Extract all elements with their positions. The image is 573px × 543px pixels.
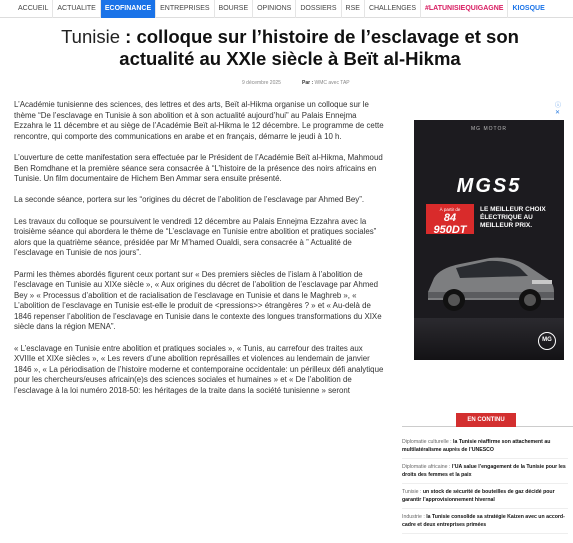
ad-price-box bbox=[426, 204, 474, 234]
news-category: Diplomatie culturelle : bbox=[402, 439, 454, 445]
headline-separator: : bbox=[120, 26, 137, 47]
nav-item-ecofinance[interactable]: ECOFINANCE bbox=[101, 0, 156, 18]
headline-kicker: Tunisie bbox=[61, 26, 121, 47]
article-paragraph-2: L’ouverture de cette manifestation sera effectuée par le Président de l’Académie Beït al-Hikma, Mahmoud Ben Romdhane et la première séance sera consacrée à “L’histoire de la présence des noirs africains en Tunisie. Un film documentaire de Hichem Ben Ammar sera ensuite présenté. bbox=[14, 152, 383, 184]
article-date: 9 décembre 2025 bbox=[242, 80, 281, 86]
news-category: Diplomatie africaine : bbox=[402, 464, 452, 470]
article-byline bbox=[302, 80, 350, 86]
ad-brand-small: MG MOTOR bbox=[471, 126, 507, 132]
article-paragraph-5: Parmi les thèmes abordés figurent ceux portant sur « Des premiers siècles de l’islam à l’abolition de l’esclavage en Tunisie au XIXe siècle », « Aux origines du décret de l’abolition de l’esclavage par Ahmed Bey » « Processus d’abolition et de racialisation de l’esclavage en Tunisie et dans le Maghreb », « L’abolition de l’esclavage en Tunisie est-elle le produit de <pressions>> étrangères ? » et « Au-delà de 1846 repenser l’abolition de l’esclavage en Tunisie dans le contexte des longues transformations du XIXe siècle dans la région MENA”. bbox=[14, 269, 382, 332]
nav-item-entreprises[interactable]: ENTREPRISES bbox=[156, 0, 214, 18]
article-paragraph-6: « L’esclavage en Tunisie entre abolition et pratiques sociales », « Tunis, au carrefour des traites aux XVIIIe et XIXe siècles », « Les revers d’une abolition représailles et violences au lendemain de janvier 1846 », « La périodisation de l’histoire moderne et contemporaine occidentale: un périlleux défi analytique pour les chercheurs/euses africain(e)s des sciences sociales et humaines » et « De l’abolition de l’esclavage à la loi numéro 2018-50: les héritages de la traite dans la société tunisienne » seront bbox=[14, 343, 384, 396]
news-item[interactable] bbox=[402, 438, 568, 459]
nav-item-kiosque[interactable]: KIOSQUE bbox=[512, 4, 545, 12]
nav-item-opinions[interactable]: OPINIONS bbox=[253, 0, 296, 18]
headline-title: colloque sur l’histoire de l’esclavage et son actualité au XXIe siècle à Beït al-Hikma bbox=[119, 26, 519, 69]
ad-choices-icon[interactable]: ⓘ ✕ bbox=[555, 103, 562, 116]
mg-logo: MG bbox=[538, 332, 556, 350]
nav-item-actualite[interactable]: ACTUALITE bbox=[53, 0, 101, 18]
news-item[interactable] bbox=[402, 488, 568, 509]
news-text[interactable]: l’UA salue l’engagement de la Tunisie pour les droits des femmes et la paix bbox=[402, 464, 566, 478]
car-image bbox=[420, 240, 560, 320]
ad-tagline: LE MEILLEUR CHOIX ÉLECTRIQUE AU MEILLEUR PRIX. bbox=[480, 206, 546, 229]
ad-price: 84 950DT bbox=[433, 212, 467, 236]
en-continu-label[interactable]: EN CONTINU bbox=[456, 413, 516, 427]
nav-item-latunisiequigagne[interactable]: #LATUNISIEQUIGAGNE bbox=[421, 0, 508, 18]
article-headline bbox=[40, 26, 540, 70]
ad-from-label: À partir de bbox=[439, 207, 461, 212]
news-text[interactable]: un stock de sécurité de bouteilles de gaz décidé pour garantir l’approvisionnement hivernal bbox=[402, 489, 555, 503]
top-nav bbox=[0, 0, 573, 18]
news-item[interactable] bbox=[402, 513, 568, 534]
nav-item-challenges[interactable]: CHALLENGES bbox=[365, 0, 421, 18]
nav-item-rse[interactable]: RSE bbox=[342, 0, 365, 18]
ad-model-name: MGS5 bbox=[456, 175, 522, 197]
nav-item-bourse[interactable]: BOURSE bbox=[215, 0, 254, 18]
article-body bbox=[14, 100, 386, 407]
mg-advertisement[interactable] bbox=[414, 120, 564, 360]
news-category: Industrie : bbox=[402, 514, 427, 520]
news-category: Tunisie : bbox=[402, 489, 423, 495]
nav-item-dossiers[interactable]: DOSSIERS bbox=[296, 0, 341, 18]
article-paragraph-4: Les travaux du colloque se poursuivent le vendredi 12 décembre au Palais Ennejma Ezzahra avec la troisième séance qui abordera le thème de “L’esclavage en Tunisie entre abolition et pratiques sociales” alors que la quatrième séance, présidée par Mr M’hamed Oualdi, sera consacrée à ” Actualité de l’esclavage en Tunisie de nos jours”. bbox=[14, 216, 377, 258]
nav-item-accueil[interactable]: ACCUEIL bbox=[14, 0, 53, 18]
news-item[interactable] bbox=[402, 463, 568, 484]
en-continu-header bbox=[402, 413, 573, 427]
article-paragraph-3: La seconde séance, portera sur les “origines du décret de l’abolition de l’esclavage par Ahmed Bey”. bbox=[14, 195, 365, 205]
byline-label: Par : bbox=[302, 80, 314, 86]
byline-author: WMC avec TAP bbox=[314, 80, 350, 86]
article-paragraph-1: L’Académie tunisienne des sciences, des lettres et des arts, Beït al-Hikma organise un colloque sur le thème “De l’esclavage en Tunisie à son abolition et à son actualité aujourd’hui” au Palais Ennejma Ezzahra le 11 décembre et au siège de l’Académie Beït al-Hikma le 12 décembre. Le programme de cette rencontre, qui comporte des communications en arabe et en français, démarre le jeudi à 10 h. bbox=[14, 100, 384, 141]
news-text[interactable]: la Tunisie réaffirme son attachement au multilatéralisme auprès de l’UNESCO bbox=[402, 439, 551, 453]
news-text[interactable]: la Tunisie consolide sa stratégie Kaizen avec un accord-cadre et deux entreprises primées bbox=[402, 514, 565, 528]
news-feed bbox=[402, 438, 568, 538]
